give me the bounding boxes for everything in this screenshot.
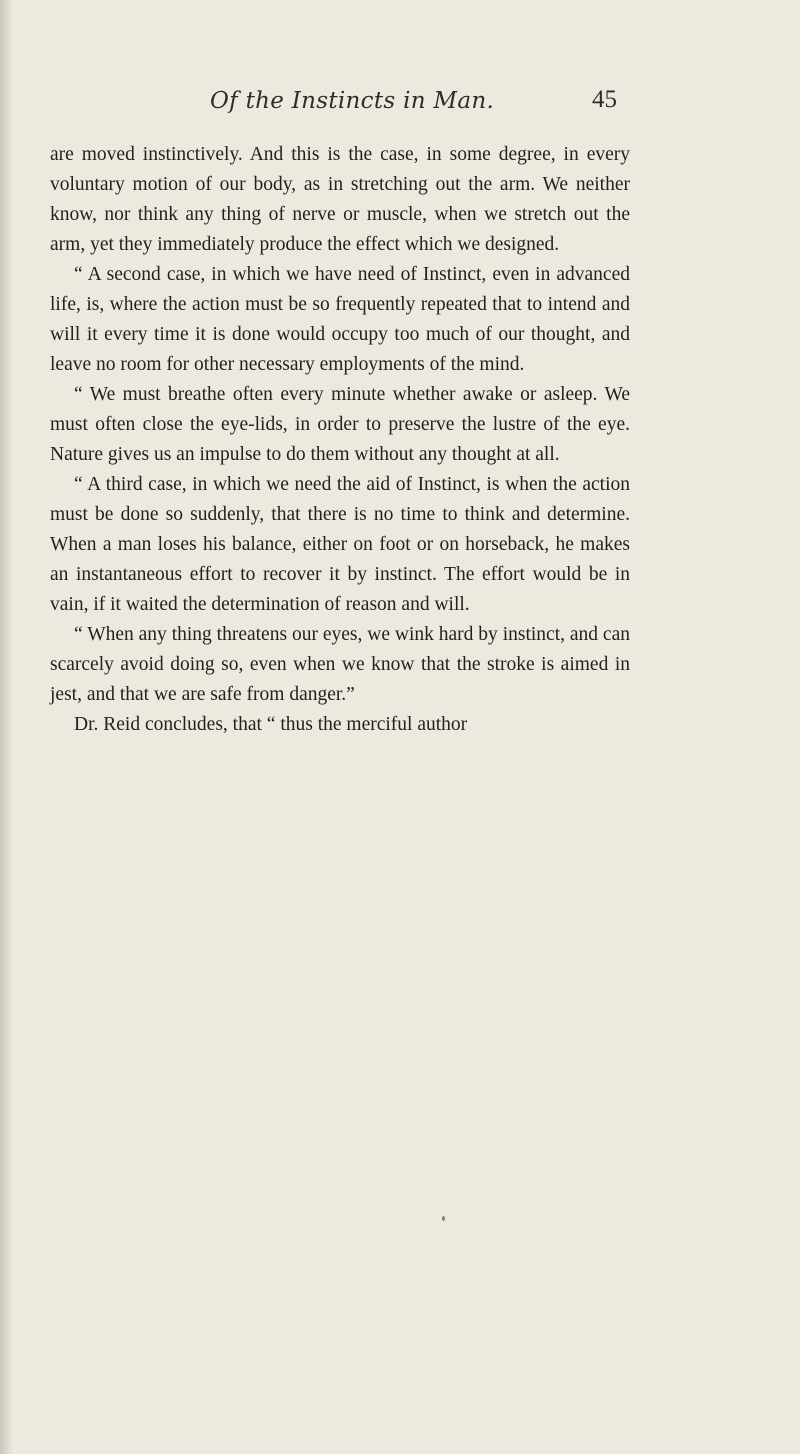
paragraph-1: are moved instinctively. And this is the case, in some degree, in every voluntary motion of our body, as in stretching out the arm. We neither know, nor think any thing of nerve or muscle, when we stretch out the arm, yet they immediately produce the effect which we designed. [50, 144, 630, 255]
body-text [50, 140, 630, 740]
paragraph-6: Dr. Reid concludes, that “ thus the merciful author [74, 714, 468, 735]
paper-speck [442, 1216, 445, 1221]
paragraph-3: “ We must breathe often every minute whether awake or asleep. We must often close the eye-lids, in order to preserve the lustre of the eye. Nature gives us an impulse to do them without any thought at all. [50, 384, 630, 465]
page-number: 45 [592, 86, 617, 113]
paragraph-4: “ A third case, in which we need the aid of Instinct, is when the action must be done so suddenly, that there is no time to think and determine. When a man loses his balance, either on foot or on horseback, he makes an instantaneous effort to recover it by instinct. The effort would be in vain, if it waited the determination of reason and will. [50, 474, 630, 615]
paragraph-5: “ When any thing threatens our eyes, we wink hard by instinct, and can scarcely avoid doing so, even when we know that the stroke is aimed in jest, and that we are safe from danger.” [50, 624, 630, 705]
paragraph-2: “ A second case, in which we have need of Instinct, even in advanced life, is, where the action must be so frequently repeated that to intend and will it every time it is done would occupy too much of our thought, and leave no room for other necessary employments of the mind. [50, 264, 630, 375]
running-head: Of the Instincts in Man. [210, 88, 495, 114]
page-gutter-shadow [0, 0, 14, 1454]
